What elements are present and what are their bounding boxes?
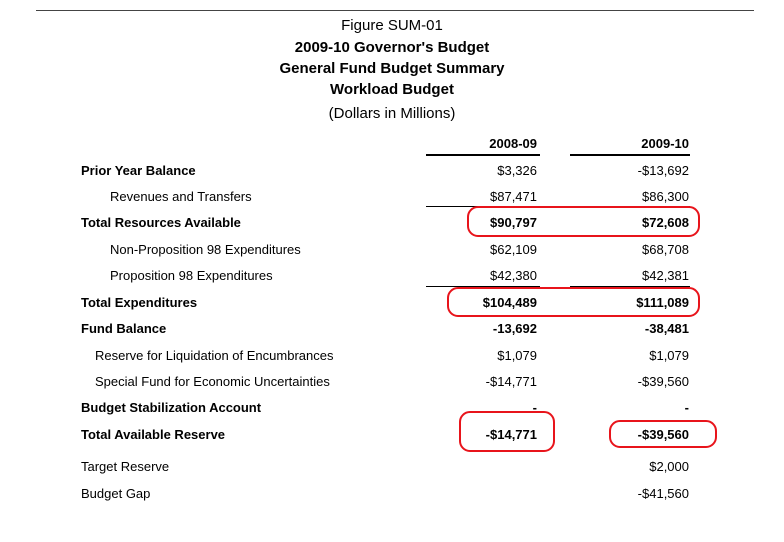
- row-label: Prior Year Balance: [81, 163, 196, 178]
- highlight-total-resources: [467, 206, 700, 237]
- value-2009-10: $72,608: [642, 215, 689, 230]
- row-budget-stabilization-account: [0, 400, 784, 418]
- value-2009-10: $2,000: [649, 459, 689, 474]
- row-label: Total Resources Available: [81, 215, 241, 230]
- units-note: (Dollars in Millions): [328, 105, 456, 122]
- column-header-2008-09: 2008-09: [489, 136, 537, 151]
- row-prop-98-expenditures: [0, 268, 784, 286]
- row-label: Revenues and Transfers: [110, 189, 252, 204]
- column-header-rule: [426, 154, 540, 156]
- row-label: Budget Gap: [81, 486, 151, 501]
- row-non-prop-98-expenditures: [0, 242, 784, 260]
- value-2008-09: -$14,771: [485, 374, 537, 389]
- top-rule: [36, 10, 754, 11]
- row-budget-gap: [0, 486, 784, 504]
- value-2008-09: -$14,771: [485, 427, 537, 442]
- value-2009-10: $68,708: [642, 242, 689, 257]
- row-label: Special Fund for Economic Uncertainties: [95, 374, 330, 389]
- title-line-2: General Fund Budget Summary: [279, 60, 505, 77]
- column-header-2009-10: 2009-10: [641, 136, 689, 151]
- value-2009-10: -: [684, 400, 689, 415]
- row-label: Reserve for Liquidation of Encumbrances: [95, 348, 334, 363]
- highlight-total-expenditures: [447, 287, 700, 317]
- value-2008-09: $62,109: [490, 242, 537, 257]
- figure-label: Figure SUM-01: [341, 17, 443, 34]
- value-2009-10: $1,079: [649, 348, 689, 363]
- column-header-rule: [570, 154, 690, 156]
- value-2009-10: -$39,560: [637, 374, 689, 389]
- row-label: Total Expenditures: [81, 295, 198, 310]
- value-2008-09: $87,471: [490, 189, 537, 204]
- value-2008-09: $104,489: [482, 295, 537, 310]
- value-2009-10: $86,300: [642, 189, 689, 204]
- row-prior-year-balance: [0, 163, 784, 181]
- row-label: Budget Stabilization Account: [81, 400, 262, 415]
- highlight-reserve-2008-09: [459, 411, 555, 452]
- row-label: Non-Proposition 98 Expenditures: [110, 242, 301, 257]
- value-2009-10: -$41,560: [637, 486, 689, 501]
- title-line-3: Workload Budget: [330, 81, 454, 98]
- highlight-reserve-2009-10: [609, 420, 717, 448]
- value-2008-09: -: [532, 400, 537, 415]
- title-line-1: 2009-10 Governor's Budget: [294, 39, 490, 56]
- value-2008-09: $1,079: [497, 348, 537, 363]
- row-revenues-and-transfers: [0, 189, 784, 207]
- value-2009-10: -$13,692: [637, 163, 689, 178]
- value-2008-09: $42,380: [490, 268, 537, 283]
- row-label: Target Reserve: [81, 459, 170, 474]
- value-2008-09: -13,692: [492, 321, 537, 336]
- value-2009-10: -38,481: [644, 321, 689, 336]
- row-target-reserve: [0, 459, 784, 477]
- row-label: Total Available Reserve: [81, 427, 226, 442]
- row-special-fund-economic-uncertainties: [0, 374, 784, 392]
- value-2008-09: $90,797: [490, 215, 537, 230]
- row-label: Proposition 98 Expenditures: [110, 268, 273, 283]
- value-2008-09: $3,326: [497, 163, 537, 178]
- row-label: Fund Balance: [81, 321, 167, 336]
- value-2009-10: $42,381: [642, 268, 689, 283]
- row-fund-balance: [0, 321, 784, 339]
- value-2009-10: $111,089: [636, 295, 689, 310]
- row-reserve-liquidation-encumbrances: [0, 348, 784, 366]
- value-2009-10: -$39,560: [637, 427, 689, 442]
